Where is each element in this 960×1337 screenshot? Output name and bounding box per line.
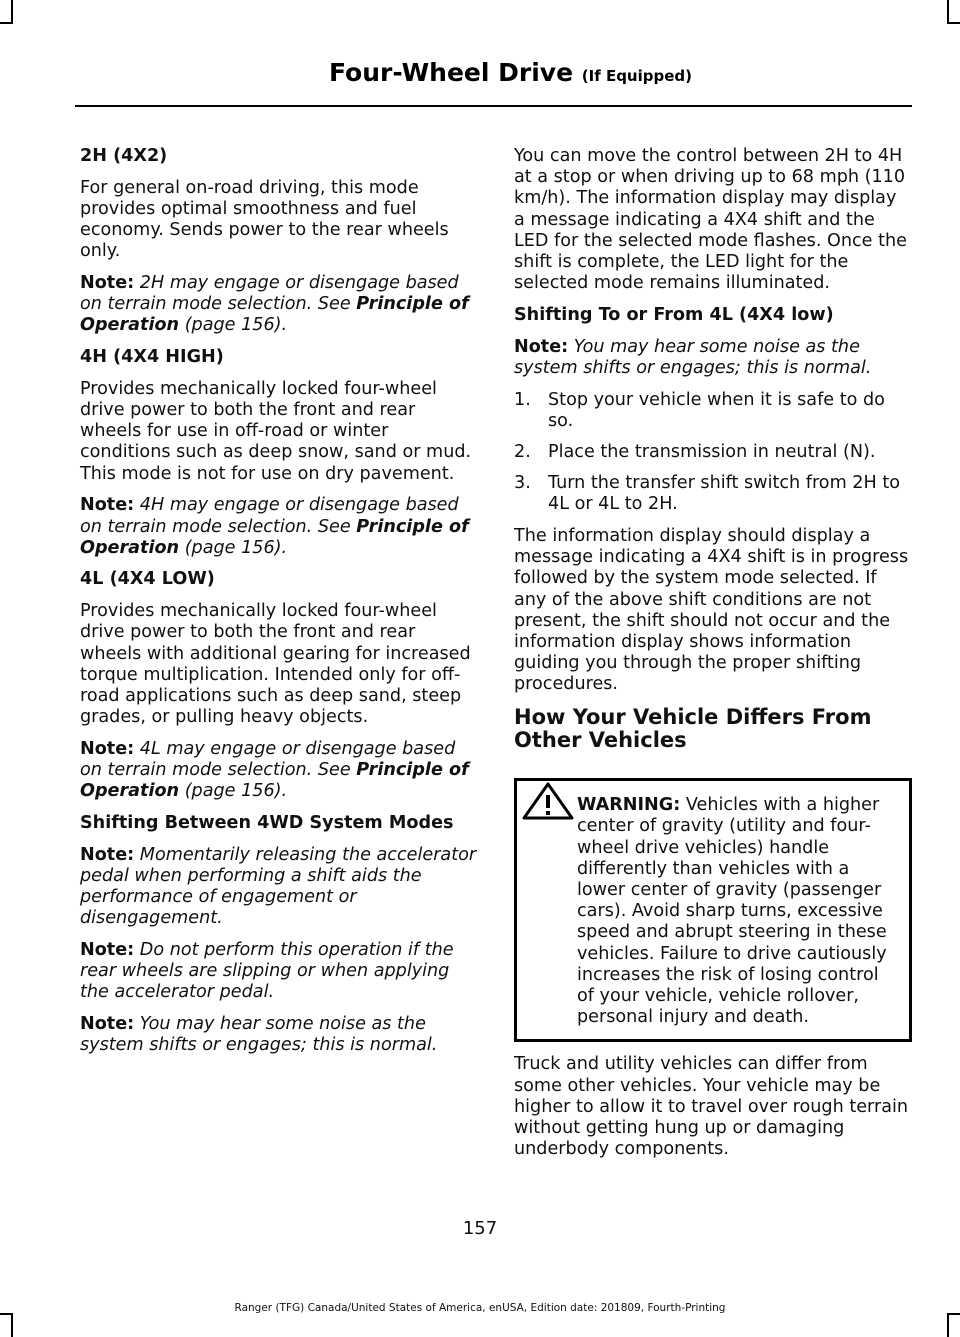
- paragraph-truck-utility: Truck and utility vehicles can differ from some other vehicles. Your vehicle may be higher to allow it to travel over rough terrain without getting hung up or damaging underbody components.: [514, 1054, 909, 1160]
- note-label: Note:: [80, 940, 135, 960]
- heading-shift-4l: Shifting To or From 4L (4X4 low): [514, 304, 834, 325]
- note-see: See: [317, 760, 351, 781]
- note-shift-2: [80, 940, 480, 1004]
- note-label: Note:: [80, 273, 135, 294]
- heading-vehicle-differs: How Your Vehicle Differs From Other Vehicles: [514, 705, 872, 753]
- warning-label: WARNING:: [577, 795, 681, 816]
- note-4h: [80, 495, 480, 559]
- note-shift-1: [80, 845, 480, 930]
- left-column: [80, 146, 480, 1067]
- note-see: See: [317, 516, 351, 537]
- paragraph-move-control: You can move the control between 2H to 4H at a stop or when driving up to 68 mph (110 km/h). The information display may display a message indicating a 4X4 shift and the LED for the selected mode flashes. Once the shift is complete, the LED light for the selected mode remains illuminated.: [514, 146, 907, 294]
- step-number: 1.: [514, 389, 531, 410]
- step-number: 2.: [514, 441, 531, 462]
- note-text: You may hear some noise as the system shifts or engages; this is normal.: [514, 336, 872, 378]
- page-header-title: [329, 58, 692, 91]
- heading-shifting-modes: Shifting Between 4WD System Modes: [80, 812, 454, 833]
- warning-text: Vehicles with a higher center of gravity (utility and four-wheel drive vehicles) handle differently than vehicles with a lower center of gravity (passenger cars). Avoid sharp turns, excessive speed and abrupt steering in these vehicles. Failure to drive cautiously increases the risk of losing control of your vehicle, vehicle rollover, personal injury and death.: [577, 795, 887, 1028]
- crop-mark-top-left: [0, 22, 13, 24]
- note-label: Note:: [80, 495, 135, 516]
- step-number: 3.: [514, 473, 531, 494]
- crop-mark-bottom-left: [11, 1313, 13, 1337]
- paragraph-4h: Provides mechanically locked four-wheel drive power to both the front and rear wheels for use in off-road or winter conditions such as deep snow, sand or mud. This mode is not for use on dry pavement.: [80, 378, 472, 484]
- note-label: Note:: [80, 738, 135, 759]
- paragraph-display: The information display should display a message indicating a 4X4 shift is in progress followed by the system mode selected. If any of the above shift conditions are not present, the shift should not occur and the information display shows information guiding you through the proper shifting procedures.: [514, 526, 909, 695]
- heading-4l: 4L (4X4 LOW): [80, 569, 215, 590]
- right-column: [514, 146, 912, 1171]
- note-text: 4H may engage or disengage based on terrain mode selection.: [80, 495, 459, 537]
- step-text: Turn the transfer shift switch from 2H to 4L or 4L to 2H.: [548, 473, 900, 515]
- note-see: See: [317, 294, 351, 315]
- note-text: You may hear some noise as the system shifts or engages; this is normal.: [80, 1014, 438, 1056]
- note-label: Note:: [514, 336, 569, 357]
- note-label: Note:: [80, 844, 135, 865]
- header-title-main: Four-Wheel Drive: [328, 58, 574, 87]
- note-page-ref: (page 156).: [184, 537, 288, 558]
- note-4l: [80, 739, 480, 803]
- note-shift-3: [80, 1014, 480, 1056]
- note-text: Momentarily releasing the accelerator pedal when performing a shift aids the performance of engagement or disengagement.: [80, 844, 477, 929]
- note-r1: [514, 337, 912, 379]
- note-page-ref: (page 156).: [184, 781, 288, 802]
- note-text: Do not perform this operation if the rear wheels are slipping or when applying the accelerator pedal.: [80, 940, 454, 1003]
- crop-mark-bottom-right: [947, 1313, 949, 1337]
- step-text: Stop your vehicle when it is safe to do so.: [548, 389, 885, 431]
- note-text: 4L may engage or disengage based on terrain mode selection.: [80, 738, 456, 781]
- paragraph-4l: Provides mechanically locked four-wheel drive power to both the front and rear wheels with additional gearing for increased torque multiplication. Intended only for off-road applications such as deep sand, steep grades, or pulling heavy objects.: [80, 601, 471, 728]
- warning-box: [514, 778, 912, 1042]
- shift-steps-list: [514, 390, 912, 516]
- footer-edition: Ranger (TFG) Canada/United States of America, enUSA, Edition date: 201809, Fourth-Printing: [234, 1302, 726, 1314]
- crop-mark-top-right: [947, 22, 960, 24]
- note-page-ref: (page 156).: [184, 315, 288, 336]
- list-item: [514, 473, 912, 515]
- crop-mark-top-right: [947, 0, 949, 24]
- paragraph-2h: For general on-road driving, this mode provides optimal smoothness and fuel economy. Sends power to the rear wheels only.: [80, 177, 449, 262]
- principle-of-operation-link[interactable]: Principle of Operation: [80, 294, 469, 336]
- principle-of-operation-link[interactable]: Principle of Operation: [80, 760, 469, 802]
- note-2h: [80, 273, 480, 337]
- crop-mark-top-left: [11, 0, 13, 24]
- header-rule: [75, 105, 912, 107]
- page-number: 157: [462, 1218, 498, 1239]
- principle-of-operation-link[interactable]: Principle of Operation: [80, 516, 469, 558]
- note-label: Note:: [80, 1014, 135, 1035]
- warning-content: [525, 795, 901, 1028]
- heading-4h: 4H (4X4 HIGH): [80, 347, 224, 368]
- header-title-sub: (If Equipped): [581, 67, 692, 85]
- list-item: [514, 442, 912, 463]
- step-text: Place the transmission in neutral (N).: [548, 441, 876, 462]
- heading-2h: 2H (4X2): [80, 146, 168, 166]
- warning-triangle-icon: [521, 781, 575, 821]
- note-text: 2H may engage or disengage based on terrain mode selection.: [80, 273, 459, 315]
- list-item: [514, 390, 912, 432]
